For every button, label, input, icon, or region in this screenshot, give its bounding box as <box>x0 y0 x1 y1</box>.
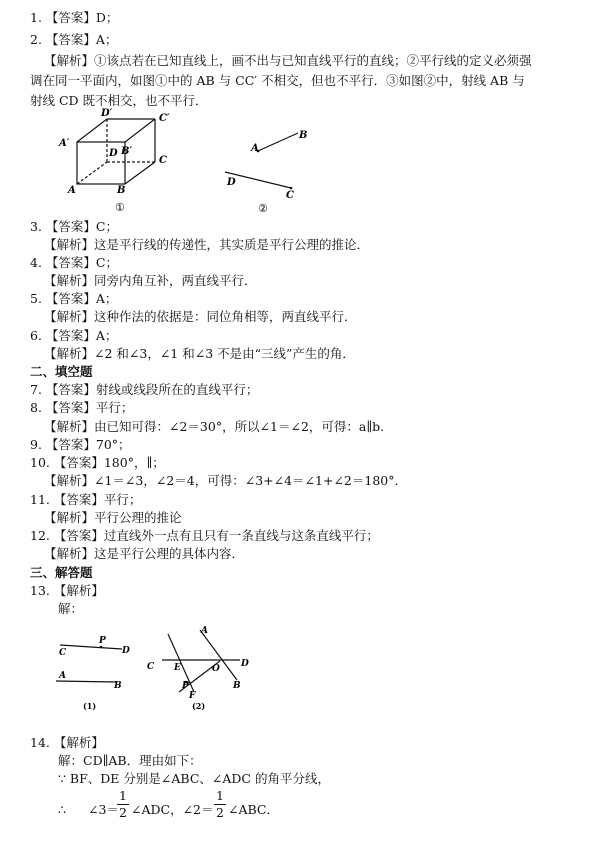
answer-3: 3. 【答案】C； <box>30 219 118 234</box>
answer-12: 12. 【答案】过直线外一点有且只有一条直线与这条直线平行； <box>30 528 379 543</box>
fraction-1-denominator: 2 <box>119 805 127 820</box>
answer-9: 9. 【答案】70°； <box>30 437 131 452</box>
answer-14-line-2: ∵ BF、DE 分别是∠ABC、∠ADC 的角平分线， <box>58 771 330 786</box>
cube-label-c: C <box>159 155 167 166</box>
answer-2-explanation-line-3: 射线 CD 既不相交，也不平行． <box>30 93 208 108</box>
fraction-2-numerator: 1 <box>216 788 224 803</box>
equation-part-3: ∠ABC． <box>228 802 279 817</box>
answer-2-explanation-line-2: 调在同一平面内，如图①中的 AB 与 CC′ 不相交，但也不平行．③如图②中，射线 AB 与 <box>30 73 525 88</box>
answer-2: 2. 【答案】A； <box>30 32 118 47</box>
answer-1: 1. 【答案】D； <box>30 10 119 25</box>
fraction-1 <box>117 789 129 820</box>
cube-label-c-prime: C′ <box>159 113 170 124</box>
equation-part-2: ∠ADC，∠2＝ <box>131 802 214 817</box>
answer-8-explanation: 【解析】由已知可得：∠2＝30°，所以∠1＝∠2，可得：a∥b. <box>44 419 385 434</box>
ray-label-d: D <box>227 177 236 188</box>
answer-7: 7. 【答案】射线或线段所在的直线平行； <box>30 382 259 397</box>
fig13-2-label-c: C <box>147 662 155 672</box>
fraction-2-denominator: 2 <box>216 805 224 820</box>
fig13-1-label-d: D <box>122 646 130 656</box>
cube-caption: ① <box>115 201 125 214</box>
cube-figure <box>55 105 195 217</box>
cube-label-b-prime: B′ <box>121 146 133 157</box>
answer-5-explanation: 【解析】这种作法的依据是：同位角相等，两直线平行． <box>44 309 357 324</box>
answer-4-explanation: 【解析】同旁内角互补，两直线平行． <box>44 273 257 288</box>
answer-5: 5. 【答案】A； <box>30 291 118 306</box>
fig13-1-label-c: C <box>59 648 67 658</box>
answer-10: 10. 【答案】180°，∥； <box>30 455 165 470</box>
answer-11: 11. 【答案】平行； <box>30 492 142 507</box>
section-fill-in-heading: 二、填空题 <box>30 364 93 379</box>
ray-label-b: B <box>299 130 308 141</box>
fig13-1-caption: (1) <box>83 701 97 711</box>
fraction-2 <box>214 789 226 820</box>
fig13-2-label-f: F <box>189 691 196 701</box>
section-solutions-heading: 三、解答题 <box>30 565 93 580</box>
answer-4: 4. 【答案】C； <box>30 255 118 270</box>
fig13-1-label-a: A <box>59 671 66 681</box>
answer-13: 13. 【解析】 <box>30 583 104 598</box>
cube-label-a-prime: A′ <box>59 138 70 149</box>
fig13-2-label-p: P <box>182 681 189 691</box>
ray-label-c: C <box>286 190 294 201</box>
rays-figure <box>215 120 325 220</box>
rays-caption: ② <box>258 202 268 215</box>
cube-label-d-prime: D′ <box>101 108 113 119</box>
answer-11-explanation: 【解析】平行公理的推论 <box>44 510 182 525</box>
equation-part-1: ∠3＝ <box>88 802 119 817</box>
cube-label-a: A <box>68 185 76 196</box>
answer-8: 8. 【答案】平行； <box>30 400 134 415</box>
fig13-2-label-o: O <box>212 664 220 674</box>
fig13-2-label-d: D <box>241 659 249 669</box>
fig13-2-label-a: A <box>201 626 208 636</box>
cube-label-d: D <box>109 148 118 159</box>
fig13-2-label-b: B <box>233 681 241 691</box>
answer-12-explanation: 【解析】这是平行公理的具体内容． <box>44 546 245 561</box>
answer-6: 6. 【答案】A； <box>30 328 118 343</box>
fig13-2-label-e: E <box>174 663 181 673</box>
answer-14: 14. 【解析】 <box>30 735 104 750</box>
ray-label-a: A <box>251 143 259 154</box>
fig13-1-label-b: B <box>114 681 122 691</box>
figure-13-1 <box>50 630 140 720</box>
answer-13-solution-label: 解： <box>58 601 84 616</box>
figure-13-2 <box>142 620 262 715</box>
therefore-symbol: ∴ <box>58 802 66 817</box>
answer-10-explanation: 【解析】∠1＝∠3，∠2＝4，可得：∠3+∠4＝∠1+∠2＝180°． <box>44 473 407 488</box>
answer-6-explanation: 【解析】∠2 和∠3，∠1 和∠3 不是由“三线”产生的角． <box>44 346 355 361</box>
answer-3-explanation: 【解析】这是平行线的传递性，其实质是平行公理的推论． <box>44 237 370 252</box>
fig13-2-caption: (2) <box>192 701 206 711</box>
cube-label-b: B <box>117 185 126 196</box>
fig13-1-label-p: P <box>99 636 106 646</box>
answer-14-line-1: 解：CD∥AB．理由如下： <box>58 753 202 768</box>
fraction-1-numerator: 1 <box>119 788 127 803</box>
answer-2-explanation-line-1: 【解析】①该点若在已知直线上，画不出与已知直线平行的直线；②平行线的定义必须强 <box>44 53 532 68</box>
